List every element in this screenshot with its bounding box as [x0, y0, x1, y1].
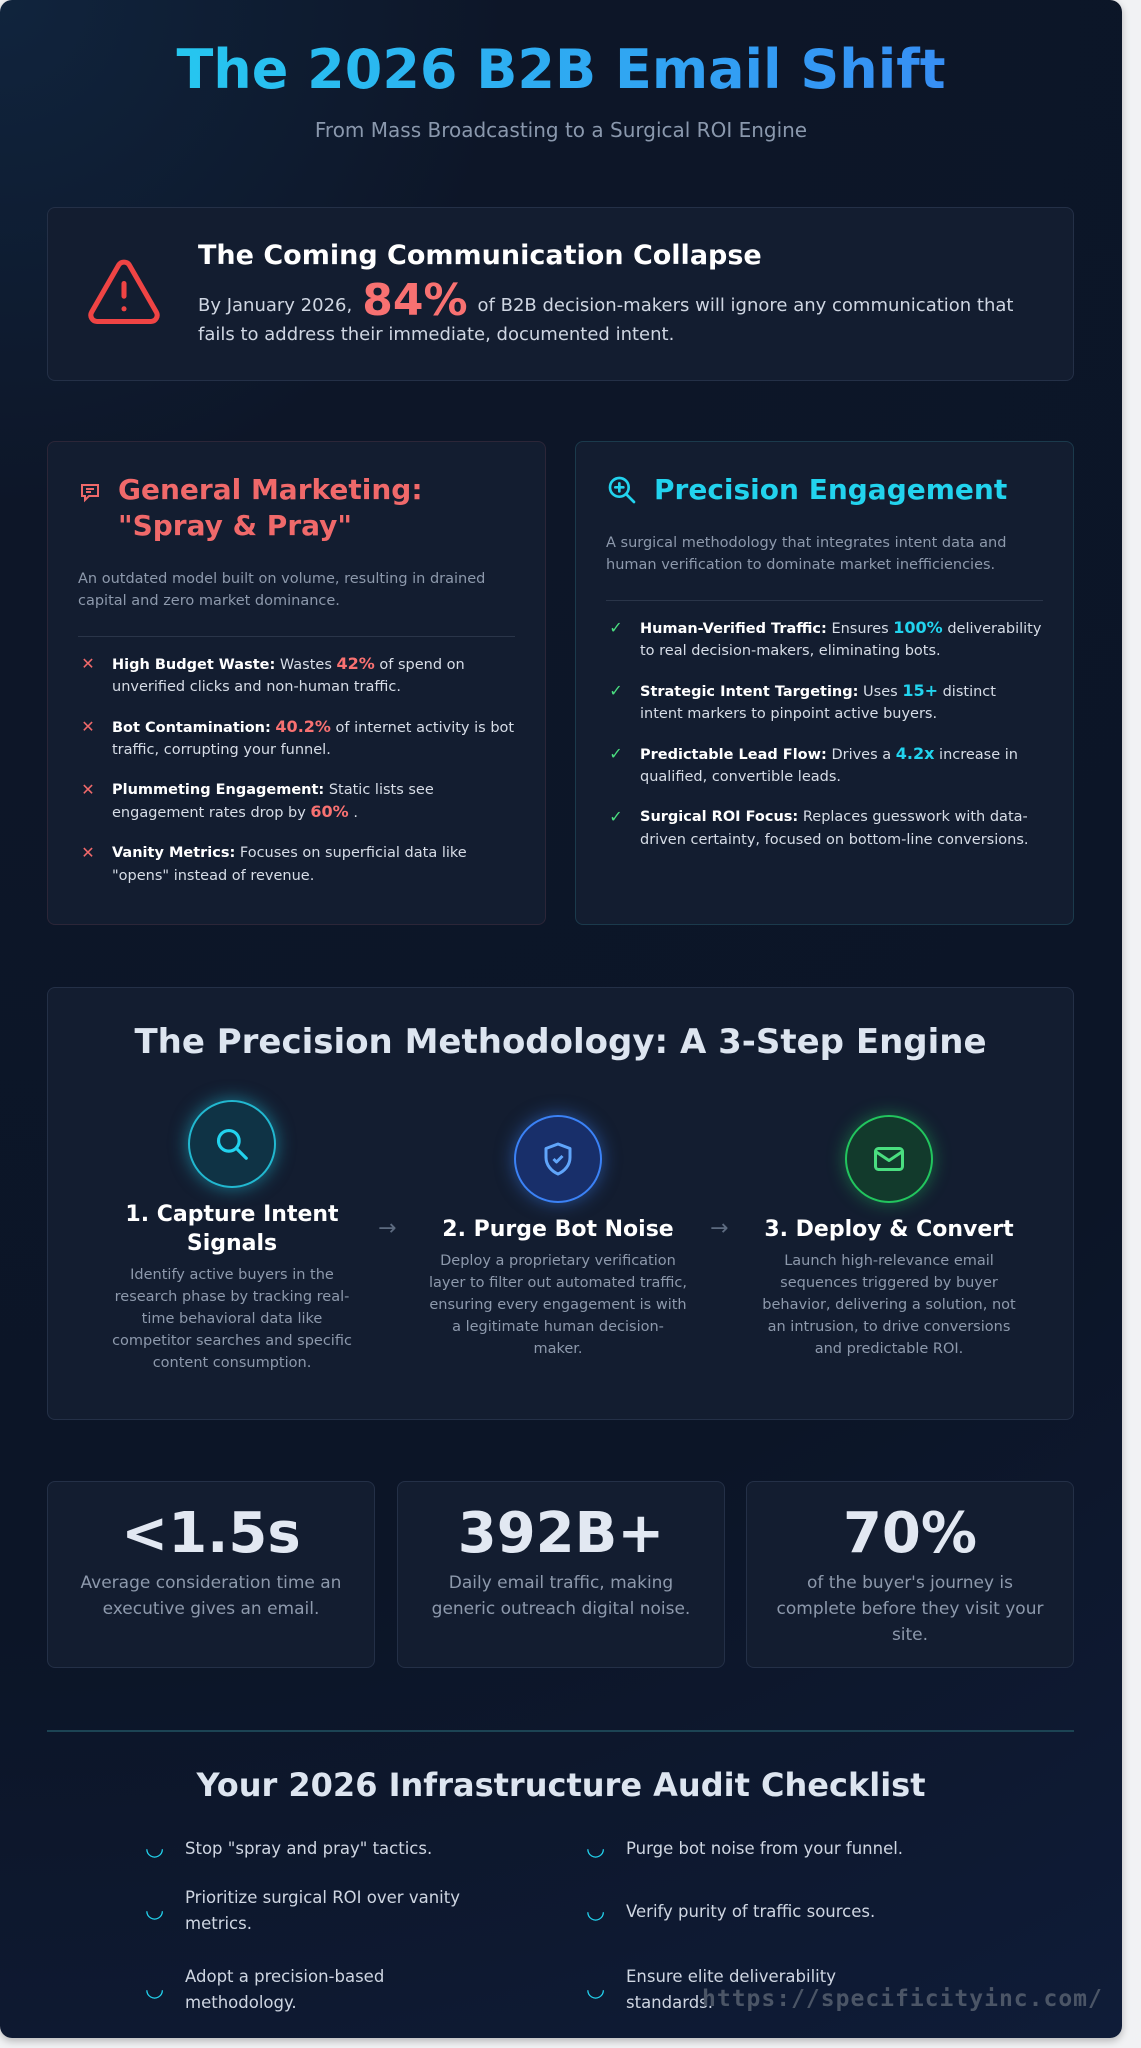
item-highlight: 15+ [902, 681, 938, 700]
check-icon: ✓ [609, 807, 623, 826]
item-pre: Wastes [279, 657, 332, 673]
divider [606, 600, 1043, 601]
item-label: Surgical ROI Focus: [640, 809, 799, 825]
stat-text: Average consideration time an executive gives an email. [80, 1573, 342, 1619]
item-label: Human-Verified Traffic: [640, 621, 827, 637]
general-marketing-card [47, 441, 546, 925]
list-item-text [640, 617, 1043, 662]
stat-card [397, 1481, 725, 1668]
precision-title-text: Precision Engagement [654, 473, 1008, 506]
item-pre: Static lists see engagement rates drop by [112, 782, 434, 821]
stat-value: <1.5s [121, 1501, 301, 1566]
zoom-in-icon [606, 474, 638, 506]
general-marketing-title [78, 472, 515, 544]
alert-text-post: of B2B decision-makers will ignore any communication that fails to address their immediate, documented intent. [198, 295, 1014, 345]
checklist-text: Prioritize surgical ROI over vanity metrics. [185, 1888, 460, 1933]
checklist-text: Ensure elite deliverability standards. [626, 1967, 837, 2012]
check-circle-icon: ◡ [145, 1977, 165, 2002]
stat-value: 392B+ [457, 1501, 665, 1566]
list-item-text [112, 653, 515, 698]
item-post: increase in qualified, convertible leads. [640, 747, 1018, 785]
checklist-item [586, 1899, 926, 1925]
alert-stat: 84% [362, 275, 468, 326]
mail-icon [845, 1115, 933, 1203]
list-item [606, 743, 1043, 788]
item-post: . [353, 805, 358, 821]
step-2 [428, 1115, 688, 1360]
list-item-text [640, 680, 1043, 725]
item-post: deliverability to real decision-makers, eliminating bots. [640, 621, 1042, 659]
shield-check-icon [514, 1115, 602, 1203]
list-item-text [112, 779, 515, 824]
arrow-icon: → [378, 1216, 397, 1241]
list-item [606, 680, 1043, 725]
item-pre: Replaces guesswork with data-driven certainty, focused on bottom-line conversions. [640, 809, 1029, 848]
list-item [78, 716, 515, 761]
check-icon: ✓ [609, 681, 623, 700]
checklist-item [145, 1885, 485, 1937]
x-icon: ✕ [81, 843, 95, 862]
checklist-text: Stop "spray and pray" tactics. [185, 1839, 433, 1858]
checklist-text: Adopt a precision-based methodology. [185, 1967, 385, 2012]
precision-description: A surgical methodology that integrates intent data and human verification to dominate market inefficiencies. [606, 535, 1007, 573]
step-title: 1. Capture Intent Signals [125, 1202, 339, 1256]
stat-card [746, 1481, 1074, 1668]
step-1 [102, 1100, 362, 1374]
source-url[interactable]: https://specificityinc.com/ [702, 1986, 1103, 2012]
check-circle-icon: ◡ [586, 1977, 606, 2002]
x-icon: ✕ [81, 717, 95, 736]
list-item [606, 617, 1043, 662]
methodology-section [47, 987, 1074, 1420]
step-text: Deploy a proprietary verification layer to filter out automated traffic, ensuring every engagement is with a legitimate human decision-maker. [428, 1253, 688, 1357]
checklist-item [145, 1964, 485, 2016]
check-icon: ✓ [609, 744, 623, 763]
item-post: of internet activity is bot traffic, corrupting your funnel. [112, 720, 515, 758]
check-circle-icon: ◡ [586, 1836, 606, 1861]
item-label: Vanity Metrics: [112, 845, 236, 861]
precision-title [606, 472, 1043, 508]
x-icon: ✕ [81, 780, 95, 799]
item-highlight: 42% [336, 654, 375, 673]
alert-text [198, 275, 1018, 349]
arrow-icon: → [710, 1216, 729, 1241]
step-text: Identify active buyers in the research phase by tracking real-time behavioral data like competitor searches and specific content consumption. [112, 1267, 352, 1371]
stat-text: of the buyer's journey is complete before they visit your site. [776, 1573, 1044, 1645]
item-pre: Focuses on superficial data like "opens" instead of revenue. [112, 845, 467, 884]
alert-text-pre: By January 2026, [198, 295, 353, 316]
stat-card [47, 1481, 375, 1668]
list-item-text [640, 743, 1043, 788]
item-label: Plummeting Engagement: [112, 782, 325, 798]
x-icon: ✕ [81, 654, 95, 673]
stat-text: Daily email traffic, making generic outreach digital noise. [431, 1573, 691, 1619]
list-item [78, 653, 515, 698]
list-item [78, 842, 515, 887]
general-title-text: General Marketing: "Spray & Pray" [118, 473, 423, 542]
step-3 [759, 1115, 1019, 1360]
item-highlight: 60% [310, 802, 349, 821]
precision-engagement-card [575, 441, 1074, 925]
checklist-text: Verify purity of traffic sources. [626, 1902, 876, 1921]
item-label: High Budget Waste: [112, 657, 276, 673]
search-icon [188, 1100, 276, 1188]
general-description: An outdated model built on volume, resulting in drained capital and zero market dominance. [78, 571, 486, 609]
check-circle-icon: ◡ [145, 1898, 165, 1923]
check-circle-icon: ◡ [586, 1899, 606, 1924]
stat-value: 70% [842, 1501, 978, 1566]
list-item-text [112, 716, 515, 761]
divider [78, 636, 515, 637]
list-item-text [112, 842, 515, 887]
item-pre: Drives a [831, 747, 892, 763]
chat-icon [78, 480, 102, 504]
checklist-item [145, 1836, 485, 1862]
step-text: Launch high-relevance email sequences triggered by buyer behavior, delivering a solution, not an intrusion, to drive conversions and predictable ROI. [762, 1253, 1016, 1357]
methodology-title: The Precision Methodology: A 3-Step Engine [134, 1022, 987, 1062]
item-label: Bot Contamination: [112, 720, 271, 736]
list-item-text [640, 806, 1043, 851]
item-pre: Uses [863, 684, 898, 700]
page-title: The 2026 B2B Email Shift [0, 38, 1122, 101]
precision-list [606, 617, 1043, 851]
checklist-item [586, 1836, 926, 1862]
alert-box [47, 207, 1074, 381]
alert-heading: The Coming Communication Collapse [198, 240, 762, 271]
checklist-text: Purge bot noise from your funnel. [626, 1839, 904, 1858]
item-label: Predictable Lead Flow: [640, 747, 827, 763]
item-highlight: 4.2x [895, 744, 935, 763]
checklist-title: Your 2026 Infrastructure Audit Checklist [196, 1766, 926, 1804]
item-post: of spend on unverified clicks and non-human traffic. [112, 657, 465, 695]
list-item [78, 779, 515, 824]
item-highlight: 100% [893, 618, 943, 637]
item-pre: Ensures [831, 621, 889, 637]
general-list [78, 653, 515, 887]
section-divider [47, 1730, 1074, 1732]
item-highlight: 40.2% [275, 717, 331, 736]
page-subtitle: From Mass Broadcasting to a Surgical ROI Engine [314, 118, 808, 142]
item-post: distinct intent markers to pinpoint active buyers. [640, 684, 996, 722]
step-title: 2. Purge Bot Noise [442, 1217, 674, 1242]
check-icon: ✓ [609, 618, 623, 637]
check-circle-icon: ◡ [145, 1836, 165, 1861]
list-item [606, 806, 1043, 851]
warning-triangle-icon [86, 258, 162, 328]
item-label: Strategic Intent Targeting: [640, 684, 859, 700]
step-title: 3. Deploy & Convert [764, 1217, 1014, 1242]
